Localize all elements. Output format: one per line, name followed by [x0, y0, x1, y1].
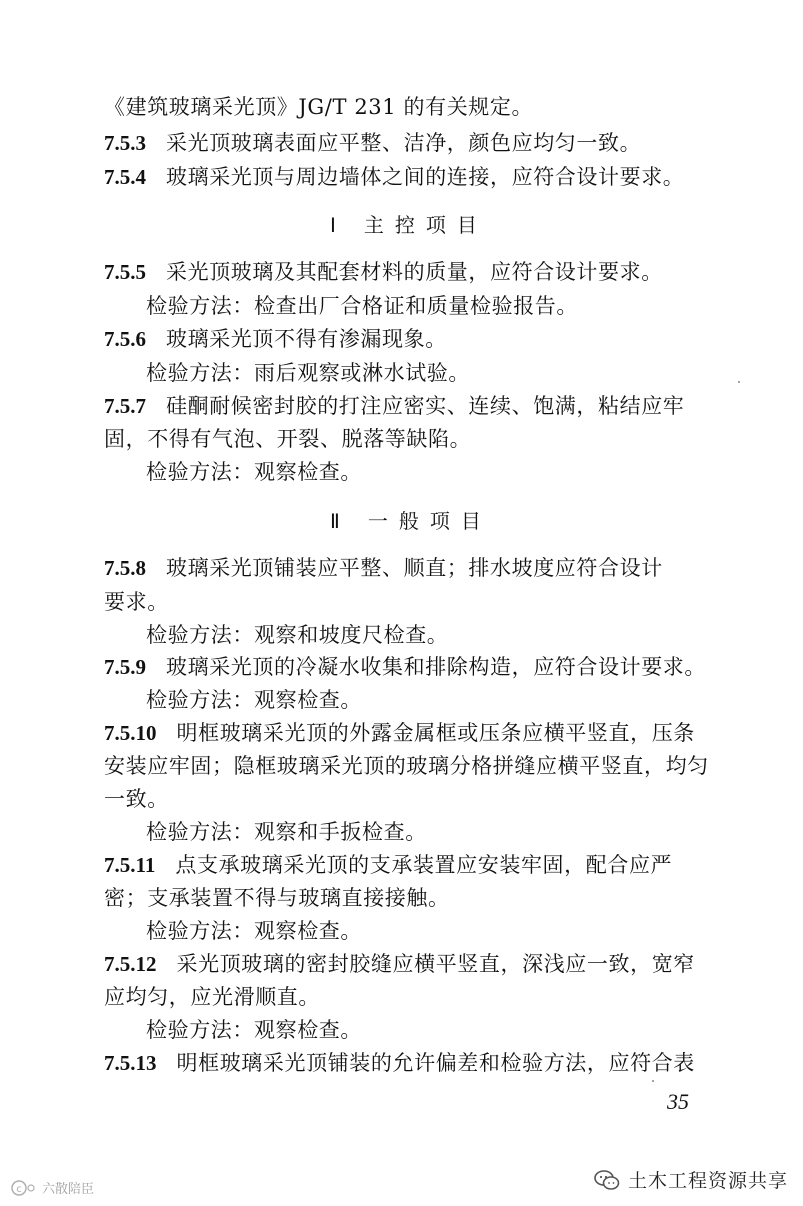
- section-heading-main-control: Ⅰ 主控项目: [330, 213, 488, 237]
- scan-speck: [652, 1080, 654, 1082]
- text-line: 一致。: [104, 787, 169, 811]
- copyright-icon: [10, 1179, 36, 1197]
- clause-number: 7.5.12: [104, 952, 157, 976]
- svg-text:c: c: [16, 1183, 22, 1195]
- text-line: 固，不得有气泡、开裂、脱落等缺陷。: [104, 427, 472, 451]
- clause-number: 7.5.4: [104, 165, 146, 189]
- clause-number: 7.5.11: [104, 853, 156, 877]
- clause-line: 7.5.5 采光顶玻璃及其配套材料的质量，应符合设计要求。: [104, 260, 663, 284]
- page-number: 35: [667, 1089, 689, 1114]
- watermark-right: [594, 1166, 788, 1193]
- inspection-method: 检验方法：观察和手扳检查。: [146, 820, 427, 844]
- clause-number: 7.5.9: [104, 655, 146, 679]
- clause-line: 7.5.12 采光顶玻璃的密封胶缝应横平竖直，深浅应一致，宽窄: [104, 952, 695, 976]
- clause-number: 7.5.10: [104, 721, 157, 745]
- clause-line: 7.5.7 硅酮耐候密封胶的打注应密实、连续、饱满，粘结应牢: [104, 394, 685, 418]
- clause-line: 7.5.11 点支承玻璃采光顶的支承装置应安装牢固，配合应严: [104, 853, 673, 877]
- watermark-left: [10, 1178, 94, 1197]
- clause-number: 7.5.5: [104, 260, 146, 284]
- clause-number: 7.5.13: [104, 1051, 157, 1075]
- clause-line: 7.5.9 玻璃采光顶的冷凝水收集和排除构造，应符合设计要求。: [104, 655, 706, 679]
- text-line: 要求。: [104, 590, 169, 614]
- text-line: 安装应牢固；隐框玻璃采光顶的玻璃分格拼缝应横平竖直，均匀: [104, 754, 709, 778]
- clause-line: 7.5.13 明框玻璃采光顶铺装的允许偏差和检验方法，应符合表: [104, 1051, 695, 1075]
- wechat-icon: [594, 1169, 620, 1191]
- clause-line: 7.5.3 采光顶玻璃表面应平整、洁净，颜色应均匀一致。: [104, 131, 642, 155]
- watermark-left-text: 六散陪臣: [42, 1182, 95, 1197]
- inspection-method: 检验方法：观察检查。: [146, 919, 362, 943]
- inspection-method: 检验方法：观察检查。: [146, 1018, 362, 1042]
- clause-number: 7.5.6: [104, 327, 146, 351]
- inspection-method: 检验方法：雨后观察或淋水试验。: [146, 361, 470, 385]
- clause-number: 7.5.3: [104, 131, 146, 155]
- text-line: 密；支承装置不得与玻璃直接接触。: [104, 886, 450, 910]
- inspection-method: 检验方法：观察检查。: [146, 688, 362, 712]
- text-line: 《建筑玻璃采光顶》JG/T 231 的有关规定。: [104, 95, 534, 119]
- text-line: 应均匀，应光滑顺直。: [104, 985, 320, 1009]
- clause-line: 7.5.6 玻璃采光顶不得有渗漏现象。: [104, 327, 447, 351]
- scan-speck: [738, 381, 740, 383]
- clause-line: 7.5.8 玻璃采光顶铺装应平整、顺直；排水坡度应符合设计: [104, 556, 663, 580]
- section-heading-general: Ⅱ 一般项目: [330, 509, 492, 533]
- clause-line: 7.5.4 玻璃采光顶与周边墙体之间的连接，应符合设计要求。: [104, 165, 685, 189]
- inspection-method: 检验方法：检查出厂合格证和质量检验报告。: [146, 294, 578, 318]
- inspection-method: 检验方法：观察检查。: [146, 460, 362, 484]
- clause-line: 7.5.10 明框玻璃采光顶的外露金属框或压条应横平竖直，压条: [104, 721, 695, 745]
- clause-number: 7.5.7: [104, 394, 146, 418]
- inspection-method: 检验方法：观察和坡度尺检查。: [146, 623, 449, 647]
- watermark-right-text: 土木工程资源共享: [628, 1170, 789, 1192]
- clause-number: 7.5.8: [104, 556, 146, 580]
